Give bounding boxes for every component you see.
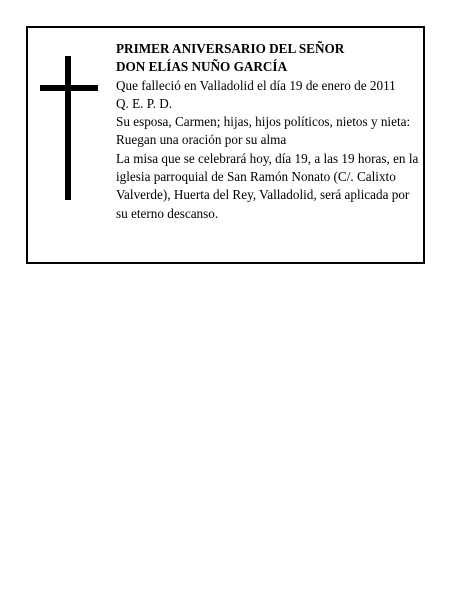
cross-vertical-bar <box>65 56 71 200</box>
mass-info: La misa que se celebrará hoy, día 19, a las 19 horas, en la iglesia parroquial de San Ramón Nonato (C/. Calixto Valverde), Huerta del Rey, Valladolid, será aplicada por su eterno descanso. <box>116 150 419 221</box>
prayer-request: Ruegan una oración por su alma <box>116 132 287 148</box>
rip-text: Q. E. P. D. <box>116 95 173 111</box>
obituary-notice <box>26 26 425 264</box>
death-info: Que falleció en Valladolid el día 19 de enero de 2011 <box>116 77 396 93</box>
notice-text-block <box>116 40 422 223</box>
family-text: Su esposa, Carmen; hijas, hijos políticos, nietos y nieta: <box>116 114 411 130</box>
cross-horizontal-bar <box>40 85 98 91</box>
cross-icon <box>40 56 98 200</box>
notice-heading-line1: PRIMER ANIVERSARIO DEL SEÑOR <box>116 41 345 56</box>
notice-heading-line2: DON ELÍAS NUÑO GARCÍA <box>116 59 288 75</box>
